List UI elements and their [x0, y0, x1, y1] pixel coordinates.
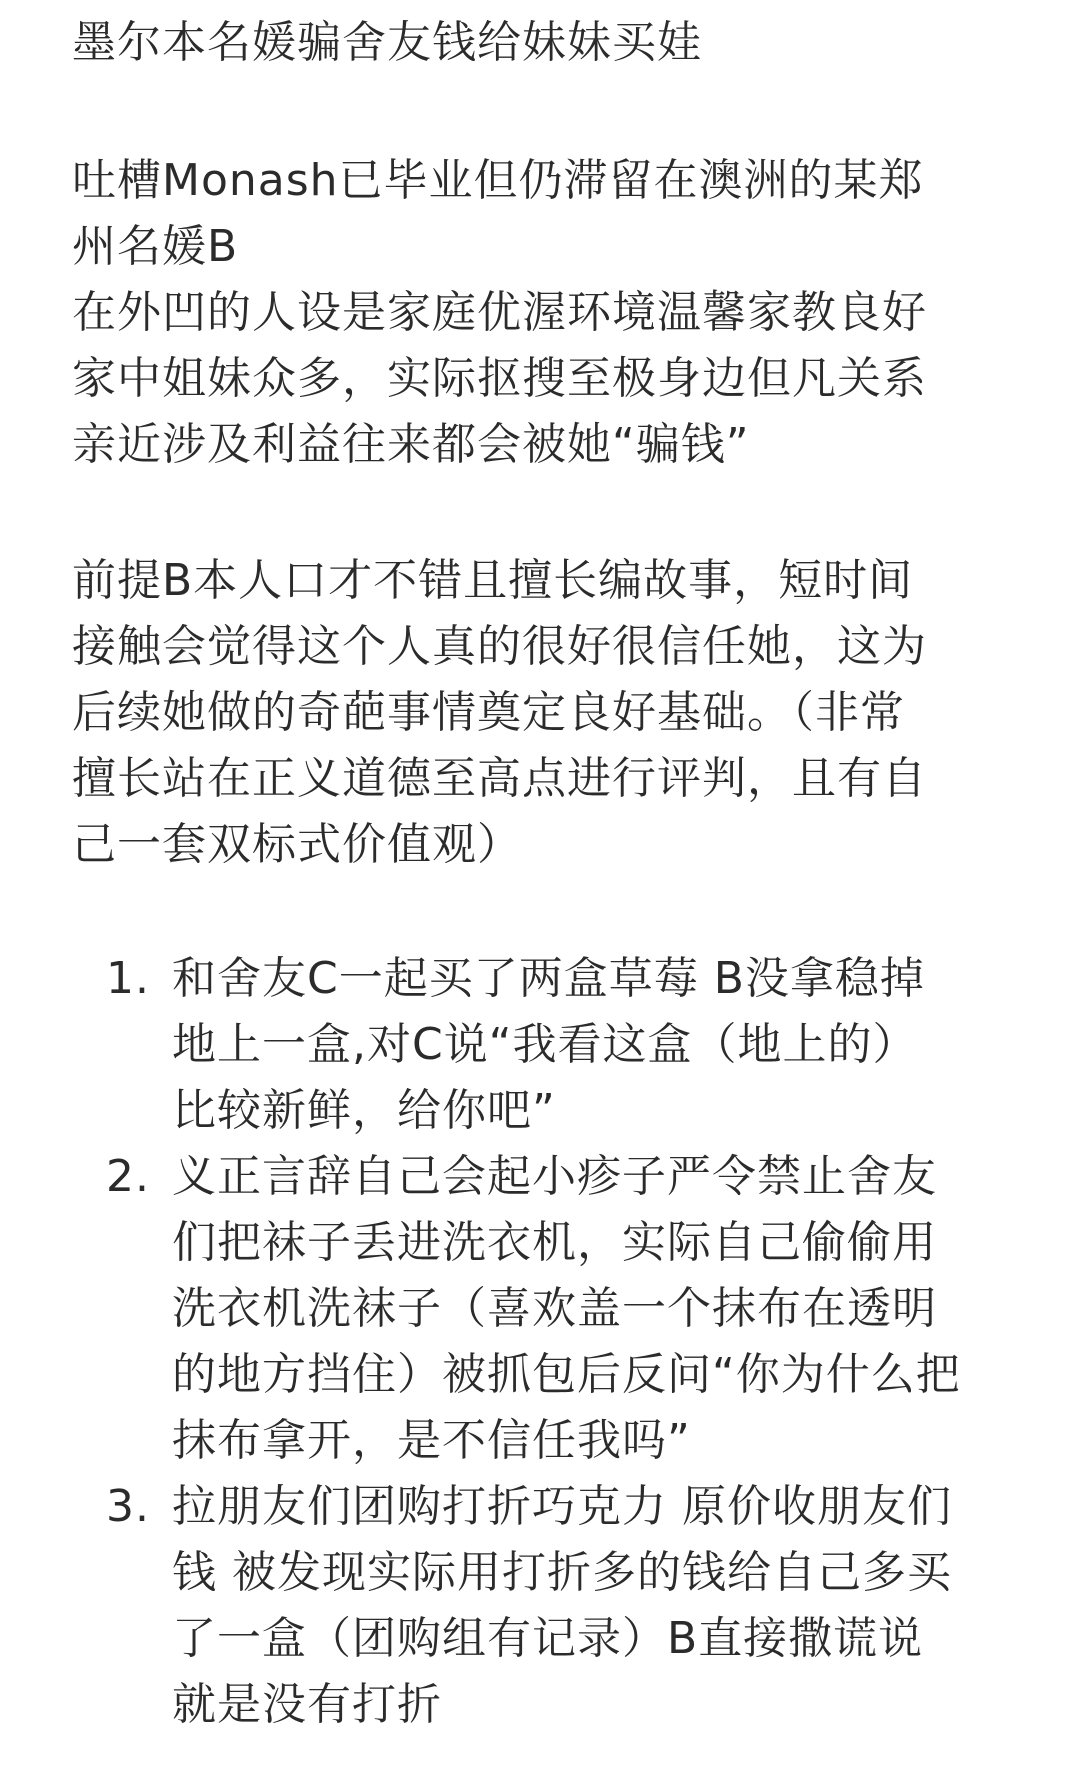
list-item	[72, 1474, 1032, 1738]
list-line: 钱 被发现实际用打折多的钱给自己多买	[172, 1547, 952, 1598]
list-line: 抹布拿开，是不信任我吗”	[172, 1415, 691, 1466]
title-line: 墨尔本名媛骗舍友钱给妹妹买娃	[72, 17, 702, 68]
paragraph-line: 吐槽Monash已毕业但仍滞留在澳洲的某郑	[72, 155, 924, 206]
list-item	[72, 1144, 1032, 1474]
paragraph-line: 己一套双标式价值观）	[72, 819, 522, 870]
list-line: 地上一盒,对C说“我看这盒（地上的）	[172, 1019, 918, 1070]
paragraph-line: 在外凹的人设是家庭优渥环境温馨家教良好	[72, 287, 927, 338]
list-line: 义正言辞自己会起小疹子严令禁止舍友	[172, 1151, 937, 1202]
paragraph-line: 亲近涉及利益往来都会被她“骗钱”	[72, 419, 750, 470]
incident-list	[72, 946, 1032, 1738]
list-item	[72, 946, 1032, 1144]
list-number: 2.	[106, 1151, 150, 1202]
post-title	[72, 10, 1012, 76]
paragraph-line: 后续她做的奇葩事情奠定良好基础。（非常	[72, 687, 905, 738]
paragraph-line: 接触会觉得这个人真的很好很信任她，这为	[72, 621, 927, 672]
list-line: 就是没有打折	[172, 1679, 442, 1730]
paragraph-line: 擅长站在正义道德至高点进行评判，且有自	[72, 753, 927, 804]
list-line: 拉朋友们团购打折巧克力 原价收朋友们	[172, 1481, 952, 1532]
list-line: 们把袜子丢进洗衣机，实际自己偷偷用	[172, 1217, 937, 1268]
intro-paragraph	[72, 148, 1012, 478]
premise-paragraph	[72, 548, 1012, 878]
list-line: 洗衣机洗袜子（喜欢盖一个抹布在透明	[172, 1283, 937, 1334]
list-line: 比较新鲜，给你吧”	[172, 1085, 556, 1136]
list-line: 的地方挡住）被抓包后反问“你为什么把	[172, 1349, 961, 1400]
list-line: 和舍友C一起买了两盒草莓 B没拿稳掉	[172, 953, 925, 1004]
list-line: 了一盒（团购组有记录）B直接撒谎说	[172, 1613, 924, 1664]
list-number: 1.	[106, 953, 150, 1004]
paragraph-line: 家中姐妹众多，实际抠搜至极身边但凡关系	[72, 353, 927, 404]
paragraph-line: 州名媛B	[72, 221, 239, 272]
paragraph-line: 前提B本人口才不错且擅长编故事，短时间	[72, 555, 914, 606]
list-number: 3.	[106, 1481, 150, 1532]
